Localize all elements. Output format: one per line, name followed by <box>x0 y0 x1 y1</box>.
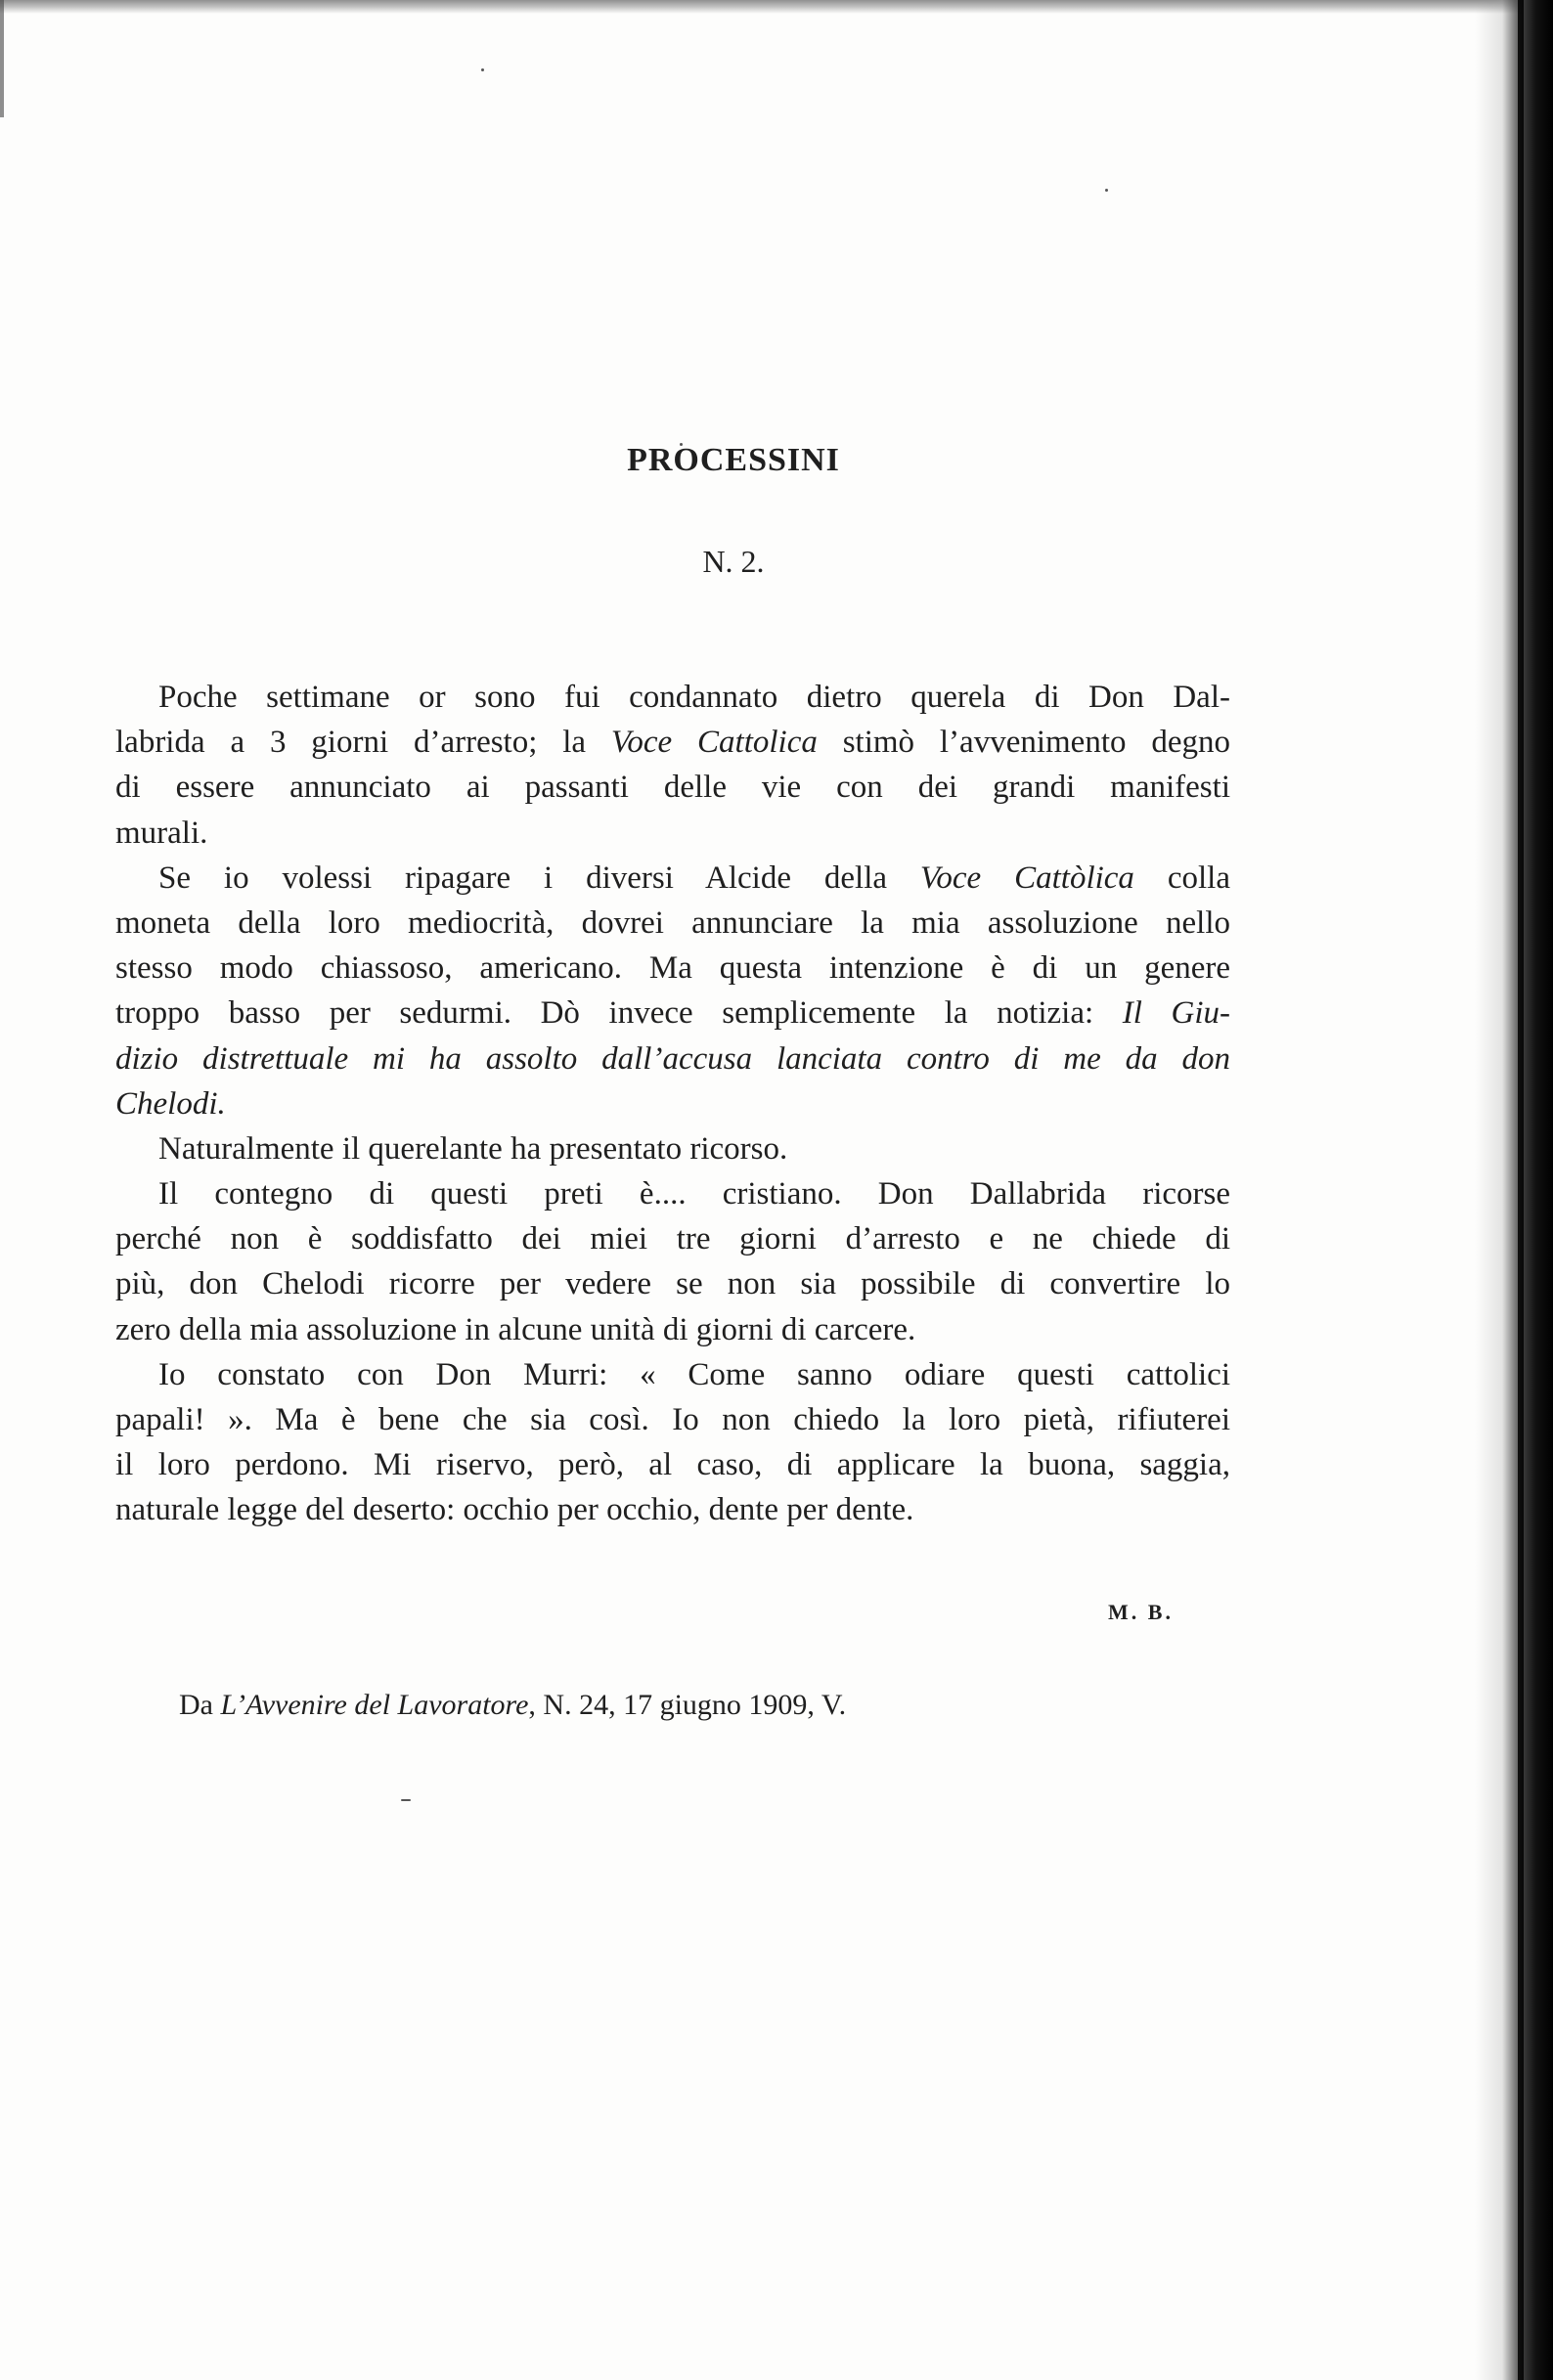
source-publication: L’Avvenire del Lavoratore <box>220 1689 529 1721</box>
article-body <box>115 675 1230 1533</box>
text-line: Poche settimane or sono fui condannato dietro querela di Don Dal- <box>158 680 1230 715</box>
source-prefix: Da <box>179 1689 221 1721</box>
author-signature: M. B. <box>1108 1600 1174 1624</box>
scan-edge-right <box>1475 0 1553 2380</box>
italic-quote: Chelodi. <box>115 1085 226 1122</box>
text-line <box>115 1081 1230 1126</box>
text-line: Se io volessi ripagare i diversi Alcide della Voce Cattòlica colla <box>158 859 1230 896</box>
text-line: papali! ». Ma è bene che sia così. Io non chiedo la loro pietà, rifiuterei <box>115 1402 1230 1437</box>
text-line: perché non è soddisfatto dei miei tre giorni d’arresto e ne chiede di <box>115 1221 1230 1257</box>
source-citation <box>179 1689 846 1722</box>
scan-speck <box>1105 189 1108 192</box>
text-line: stesso modo chiassoso, americano. Ma questa intenzione è di un genere <box>115 950 1230 987</box>
text-line: naturale legge del deserto: occhio per occhio, dente per dente. <box>115 1492 914 1528</box>
text-line: troppo basso per sedurmi. Dò invece semplicemente la notizia: Il Giu- <box>115 995 1230 1032</box>
scan-binding-shadow <box>1518 0 1524 2380</box>
text-line: Naturalmente il querelante ha presentato ricorso. <box>158 1130 788 1167</box>
text-line: di essere annunciato ai passanti delle vie con dei grandi manifesti <box>115 770 1230 806</box>
scan-edge-left <box>0 0 4 117</box>
source-details: , N. 24, 17 giugno 1909, V. <box>528 1689 847 1721</box>
scan-speck <box>481 68 484 71</box>
scan-edge-top <box>0 0 1553 14</box>
text-line: moneta della loro mediocrità, dovrei annunciare la mia assoluzione nello <box>115 904 1230 941</box>
text-line: murali. <box>115 815 208 851</box>
italic-title: Voce Cattòlica <box>919 859 1134 896</box>
text-line <box>115 1036 1230 1081</box>
text-line: zero della mia assoluzione in alcune unità di giorni di carcere. <box>115 1311 916 1347</box>
article-number: N. 2. <box>702 544 765 579</box>
italic-quote: dizio distrettuale mi ha assolto dall’accusa lanciata contro di me da don <box>115 1040 1230 1077</box>
italic-title: Voce Cattolica <box>610 725 818 761</box>
text-line: più, don Chelodi ricorre per vedere se non sia possibile di convertire lo <box>115 1266 1230 1302</box>
italic-quote: Il Giu- <box>1122 995 1230 1032</box>
page-title: PROCESSINI <box>627 442 840 478</box>
scan-speck <box>401 1799 411 1801</box>
text-line: labrida a 3 giorni d’arresto; la Voce Cattolica stimò l’avvenimento degno <box>115 725 1230 761</box>
text-line: il loro perdono. Mi riservo, però, al caso, di applicare la buona, saggia, <box>115 1447 1230 1483</box>
text-line: Io constato con Don Murri: « Come sanno odiare questi cattolici <box>158 1356 1230 1392</box>
text-line: Il contegno di questi preti è.... cristiano. Don Dallabrida ricorse <box>158 1176 1230 1212</box>
